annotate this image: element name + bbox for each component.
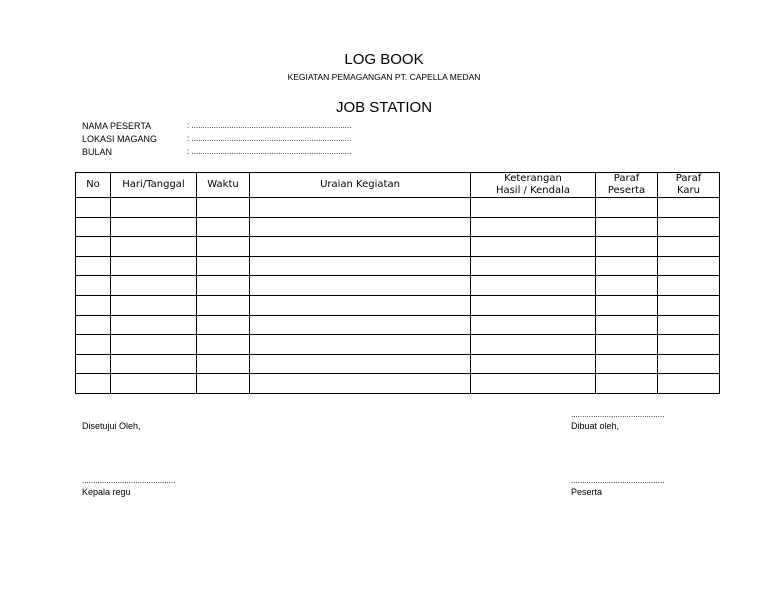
- table-cell[interactable]: [250, 354, 471, 374]
- table-cell[interactable]: [250, 374, 471, 394]
- table-row: [76, 256, 720, 276]
- logbook-title: LOG BOOK: [344, 51, 424, 68]
- table-body: [76, 198, 720, 394]
- info-value-field: : ........................................................................: [187, 147, 352, 156]
- table-cell[interactable]: [658, 354, 720, 374]
- table-cell[interactable]: [111, 315, 197, 335]
- logbook-subtitle: KEGIATAN PEMAGANGAN PT. CAPELLA MEDAN: [287, 72, 481, 82]
- table-cell[interactable]: [471, 315, 596, 335]
- table-cell[interactable]: [250, 256, 471, 276]
- table-cell[interactable]: [658, 217, 720, 237]
- table-cell[interactable]: [250, 335, 471, 355]
- table-cell[interactable]: [596, 335, 658, 355]
- table-cell[interactable]: [658, 335, 720, 355]
- table-cell[interactable]: [596, 315, 658, 335]
- table-cell[interactable]: [596, 198, 658, 218]
- table-cell[interactable]: [658, 295, 720, 315]
- column-header-supervisor-initial: Paraf Karu: [658, 173, 720, 198]
- info-value-field: : ........................................................................: [187, 134, 352, 143]
- table-cell[interactable]: [471, 354, 596, 374]
- table-cell[interactable]: [596, 237, 658, 257]
- date-line: ..................,.......................: [571, 410, 665, 419]
- table-cell[interactable]: [76, 256, 111, 276]
- table-cell[interactable]: [596, 256, 658, 276]
- info-label: BULAN: [82, 147, 113, 157]
- table-cell[interactable]: [658, 237, 720, 257]
- table-cell[interactable]: [658, 256, 720, 276]
- table-row: [76, 335, 720, 355]
- table-row: [76, 276, 720, 296]
- table-cell[interactable]: [111, 354, 197, 374]
- table-row: [76, 295, 720, 315]
- table-cell[interactable]: [658, 374, 720, 394]
- table-cell[interactable]: [197, 237, 250, 257]
- info-label: LOKASI MAGANG: [82, 134, 158, 144]
- table-cell[interactable]: [250, 237, 471, 257]
- table-row: [76, 198, 720, 218]
- column-header-participant-initial: Paraf Peserta: [596, 173, 658, 198]
- table-cell[interactable]: [596, 354, 658, 374]
- table-cell[interactable]: [111, 276, 197, 296]
- approved-signature-line: ..........................................: [82, 476, 176, 485]
- table-cell[interactable]: [471, 217, 596, 237]
- table-cell[interactable]: [250, 276, 471, 296]
- table-cell[interactable]: [111, 237, 197, 257]
- table-cell[interactable]: [76, 374, 111, 394]
- table-cell[interactable]: [76, 335, 111, 355]
- table-cell[interactable]: [197, 295, 250, 315]
- table-cell[interactable]: [596, 374, 658, 394]
- table-cell[interactable]: [658, 276, 720, 296]
- table-cell[interactable]: [76, 354, 111, 374]
- table-cell[interactable]: [197, 374, 250, 394]
- info-label: NAMA PESERTA: [82, 121, 152, 131]
- approved-by-label: Disetujui Oleh,: [82, 421, 141, 431]
- table-cell[interactable]: [197, 354, 250, 374]
- table-cell[interactable]: [111, 335, 197, 355]
- made-signature-line: ..........................................: [571, 476, 665, 485]
- table-cell[interactable]: [471, 276, 596, 296]
- column-header-activity: Uraian Kegiatan: [250, 173, 471, 198]
- table-cell[interactable]: [471, 374, 596, 394]
- table-cell[interactable]: [111, 374, 197, 394]
- column-header-no: No: [76, 173, 111, 198]
- table-cell[interactable]: [111, 256, 197, 276]
- table-header-row: [76, 173, 720, 198]
- table-cell[interactable]: [197, 315, 250, 335]
- table-cell[interactable]: [471, 198, 596, 218]
- table-cell[interactable]: [76, 315, 111, 335]
- table-row: [76, 354, 720, 374]
- column-header-date: Hari/Tanggal: [111, 173, 197, 198]
- table-row: [76, 315, 720, 335]
- table-cell[interactable]: [250, 198, 471, 218]
- table-cell[interactable]: [658, 198, 720, 218]
- table-row: [76, 374, 720, 394]
- table-cell[interactable]: [596, 295, 658, 315]
- table-cell[interactable]: [596, 276, 658, 296]
- table-cell[interactable]: [76, 276, 111, 296]
- table-cell[interactable]: [197, 335, 250, 355]
- table-cell[interactable]: [197, 198, 250, 218]
- table-cell[interactable]: [111, 295, 197, 315]
- table-cell[interactable]: [111, 217, 197, 237]
- table-cell[interactable]: [471, 335, 596, 355]
- table-cell[interactable]: [658, 315, 720, 335]
- table-cell[interactable]: [596, 217, 658, 237]
- table-cell[interactable]: [471, 237, 596, 257]
- table-cell[interactable]: [76, 217, 111, 237]
- table-row: [76, 237, 720, 257]
- table-cell[interactable]: [471, 256, 596, 276]
- maker-role: Peserta: [571, 487, 603, 497]
- table-cell[interactable]: [197, 256, 250, 276]
- table-cell[interactable]: [76, 237, 111, 257]
- section-title: JOB STATION: [335, 99, 433, 116]
- table-cell[interactable]: [250, 217, 471, 237]
- table-cell[interactable]: [250, 315, 471, 335]
- table-cell[interactable]: [76, 198, 111, 218]
- table-cell[interactable]: [197, 276, 250, 296]
- info-value-field: : ........................................................................: [187, 121, 352, 130]
- table-cell[interactable]: [76, 295, 111, 315]
- column-header-time: Waktu: [197, 173, 250, 198]
- table-cell[interactable]: [111, 198, 197, 218]
- column-header-notes: Keterangan Hasil / Kendala: [471, 173, 596, 198]
- logbook-table: [75, 172, 720, 394]
- table-row: [76, 217, 720, 237]
- table-cell[interactable]: [197, 217, 250, 237]
- table-cell[interactable]: [250, 295, 471, 315]
- approver-role: Kepala regu: [82, 487, 131, 497]
- made-by-label: Dibuat oleh,: [571, 421, 620, 431]
- table-cell[interactable]: [471, 295, 596, 315]
